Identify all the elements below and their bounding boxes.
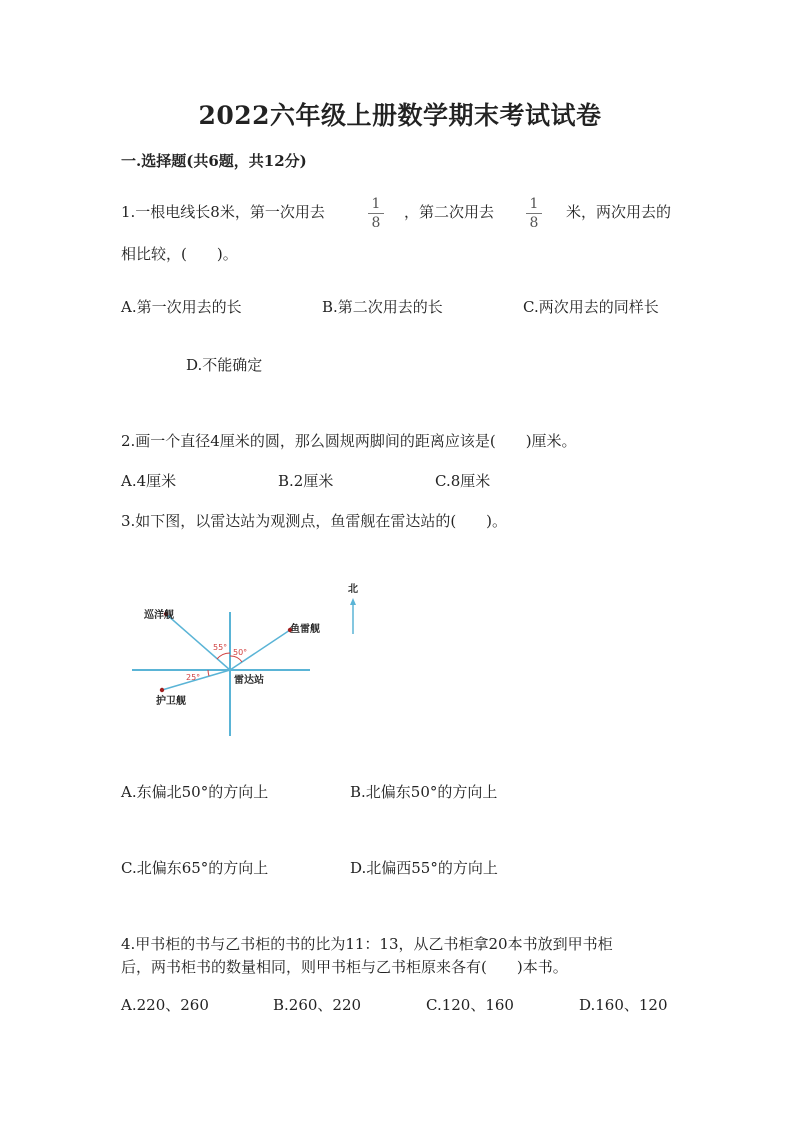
q1-fraction-2 bbox=[526, 196, 542, 231]
q1-option-d[interactable]: D.不能确定 bbox=[186, 356, 263, 374]
north-label: 北 bbox=[348, 584, 358, 595]
fraction-bar bbox=[368, 213, 384, 214]
q3-option-c[interactable]: C.北偏东65°的方向上 bbox=[121, 859, 269, 877]
north-arrow-icon bbox=[350, 598, 356, 605]
torpedo-label: 鱼雷舰 bbox=[290, 624, 320, 635]
q3-stem: 3.如下图，以雷达站为观测点，鱼雷舰在雷达站的( )。 bbox=[121, 512, 508, 530]
q4-option-c[interactable]: C.120、160 bbox=[426, 996, 514, 1014]
radar-label: 雷达站 bbox=[234, 675, 264, 686]
angle-label-55: 55° bbox=[213, 643, 228, 652]
angle-label-25: 25° bbox=[186, 673, 201, 682]
section-heading: 一.选择题(共6题，共12分) bbox=[121, 152, 307, 170]
fraction-denominator: 8 bbox=[371, 215, 381, 231]
q3-option-d[interactable]: D.北偏西55°的方向上 bbox=[350, 859, 498, 877]
q4-option-a[interactable]: A.220、260 bbox=[121, 996, 209, 1014]
fraction-numerator: 1 bbox=[371, 196, 381, 212]
fraction-bar bbox=[526, 213, 542, 214]
escort-point bbox=[160, 688, 164, 692]
radar-direction-figure bbox=[120, 570, 380, 750]
angle-arc-55 bbox=[217, 653, 230, 659]
q3-option-b[interactable]: B.北偏东50°的方向上 bbox=[350, 783, 498, 801]
q1-stem-part2: ，第二次用去 bbox=[404, 203, 495, 221]
q1-stem-part1: 1.一根电线长8米，第一次用去 bbox=[121, 203, 325, 221]
cruiser-label: 巡洋舰 bbox=[144, 610, 174, 621]
cruiser-bearing-line bbox=[166, 614, 230, 670]
q4-stem-line1: 4.甲书柜的书与乙书柜的书的比为11：13，从乙书柜拿20本书放到甲书柜 bbox=[121, 935, 613, 953]
escort-label: 护卫舰 bbox=[156, 696, 186, 707]
q2-stem: 2.画一个直径4厘米的圆，那么圆规两脚间的距离应该是( )厘米。 bbox=[121, 432, 577, 450]
q1-stem-line2: 相比较，( )。 bbox=[121, 245, 238, 263]
q2-option-b[interactable]: B.2厘米 bbox=[278, 472, 334, 490]
q4-option-d[interactable]: D.160、120 bbox=[579, 996, 668, 1014]
q1-option-b[interactable]: B.第二次用去的长 bbox=[322, 298, 443, 316]
fraction-denominator: 8 bbox=[529, 215, 539, 231]
fraction-numerator: 1 bbox=[529, 196, 539, 212]
q1-fraction-1 bbox=[368, 196, 384, 231]
q2-option-a[interactable]: A.4厘米 bbox=[121, 472, 177, 490]
q1-option-a[interactable]: A.第一次用去的长 bbox=[121, 298, 242, 316]
q1-option-c[interactable]: C.两次用去的同样长 bbox=[523, 298, 659, 316]
q2-option-c[interactable]: C.8厘米 bbox=[435, 472, 491, 490]
q3-option-a[interactable]: A.东偏北50°的方向上 bbox=[121, 783, 269, 801]
angle-label-50: 50° bbox=[233, 648, 248, 657]
q4-stem-line2: 后，两书柜书的数量相同，则甲书柜与乙书柜原来各有( )本书。 bbox=[121, 958, 568, 976]
page-title: 2022六年级上册数学期末考试试卷 bbox=[198, 101, 602, 130]
q1-stem-part3: 米，两次用去的 bbox=[566, 203, 672, 221]
q4-option-b[interactable]: B.260、220 bbox=[273, 996, 362, 1014]
